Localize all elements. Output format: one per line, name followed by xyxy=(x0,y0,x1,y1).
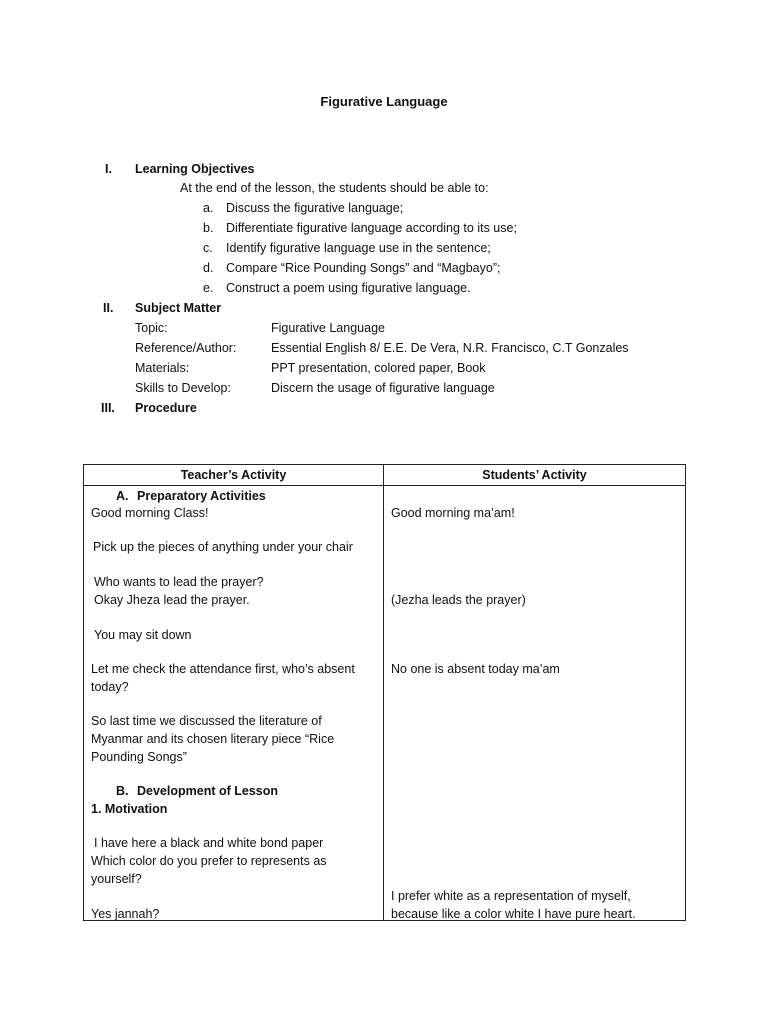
section-heading-learning-objectives: Learning Objectives xyxy=(135,162,255,176)
section-number-2: II. xyxy=(103,301,114,315)
objective-text: Discuss the figurative language; xyxy=(226,201,404,215)
teacher-line: today? xyxy=(91,680,129,694)
subsection-heading-development: Development of Lesson xyxy=(137,784,278,798)
objective-text: Differentiate figurative language according to its use; xyxy=(226,221,517,235)
objective-text: Construct a poem using figurative language. xyxy=(226,281,471,295)
motivation-heading: 1. Motivation xyxy=(91,802,168,816)
teacher-line: Yes jannah? xyxy=(91,907,160,921)
section-number-1: I. xyxy=(105,162,112,176)
student-line: No one is absent today ma’am xyxy=(391,662,560,676)
objective-text: Identify figurative language use in the sentence; xyxy=(226,241,491,255)
subject-label-topic: Topic: xyxy=(135,321,168,335)
objectives-intro: At the end of the lesson, the students should be able to: xyxy=(180,181,489,195)
teacher-line: So last time we discussed the literature of xyxy=(91,714,322,728)
objective-letter: c. xyxy=(203,241,213,255)
students-activity-header: Students’ Activity xyxy=(384,465,686,486)
section-heading-subject-matter: Subject Matter xyxy=(135,301,222,315)
table-row xyxy=(84,486,686,921)
teacher-line: yourself? xyxy=(91,872,142,886)
teacher-activity-cell xyxy=(84,486,384,921)
teacher-activity-header: Teacher’s Activity xyxy=(84,465,384,486)
subject-label-materials: Materials: xyxy=(135,361,190,375)
student-line: because like a color white I have pure heart. xyxy=(391,907,636,921)
subsection-letter-b: B. xyxy=(116,784,129,798)
student-line: Good morning ma’am! xyxy=(391,506,515,520)
subject-label-skills: Skills to Develop: xyxy=(135,381,231,395)
table-header-row xyxy=(84,465,686,486)
subsection-letter-a: A. xyxy=(116,489,129,503)
activity-table xyxy=(83,464,686,921)
subject-value-skills: Discern the usage of figurative language xyxy=(271,381,495,395)
section-number-3: III. xyxy=(101,401,115,415)
teacher-line: Myanmar and its chosen literary piece “Rice xyxy=(91,732,335,746)
objective-letter: e. xyxy=(203,281,214,295)
objective-text: Compare “Rice Pounding Songs” and “Magbayo”; xyxy=(226,261,501,275)
objective-letter: a. xyxy=(203,201,214,215)
teacher-line: I have here a black and white bond paper xyxy=(94,836,324,850)
teacher-line: Okay Jheza lead the prayer. xyxy=(94,593,250,607)
teacher-line: Who wants to lead the prayer? xyxy=(94,575,264,589)
section-heading-procedure: Procedure xyxy=(135,401,197,415)
subject-value-materials: PPT presentation, colored paper, Book xyxy=(271,361,486,375)
subject-value-reference: Essential English 8/ E.E. De Vera, N.R. Francisco, C.T Gonzales xyxy=(271,341,629,355)
objective-letter: d. xyxy=(203,261,214,275)
teacher-line: Let me check the attendance first, who’s absent xyxy=(91,662,355,676)
subsection-heading-preparatory: Preparatory Activities xyxy=(137,489,266,503)
teacher-line: Pick up the pieces of anything under your chair xyxy=(93,540,353,554)
teacher-line: Pounding Songs” xyxy=(91,750,187,764)
student-line: I prefer white as a representation of myself, xyxy=(391,889,631,903)
teacher-line: You may sit down xyxy=(94,628,192,642)
subject-value-topic: Figurative Language xyxy=(271,321,385,335)
teacher-line: Good morning Class! xyxy=(91,506,209,520)
students-activity-cell xyxy=(384,486,686,921)
student-line: (Jezha leads the prayer) xyxy=(391,593,526,607)
subject-label-reference: Reference/Author: xyxy=(135,341,237,355)
objective-letter: b. xyxy=(203,221,214,235)
teacher-line: Which color do you prefer to represents as xyxy=(91,854,327,868)
document-title: Figurative Language xyxy=(320,94,448,109)
